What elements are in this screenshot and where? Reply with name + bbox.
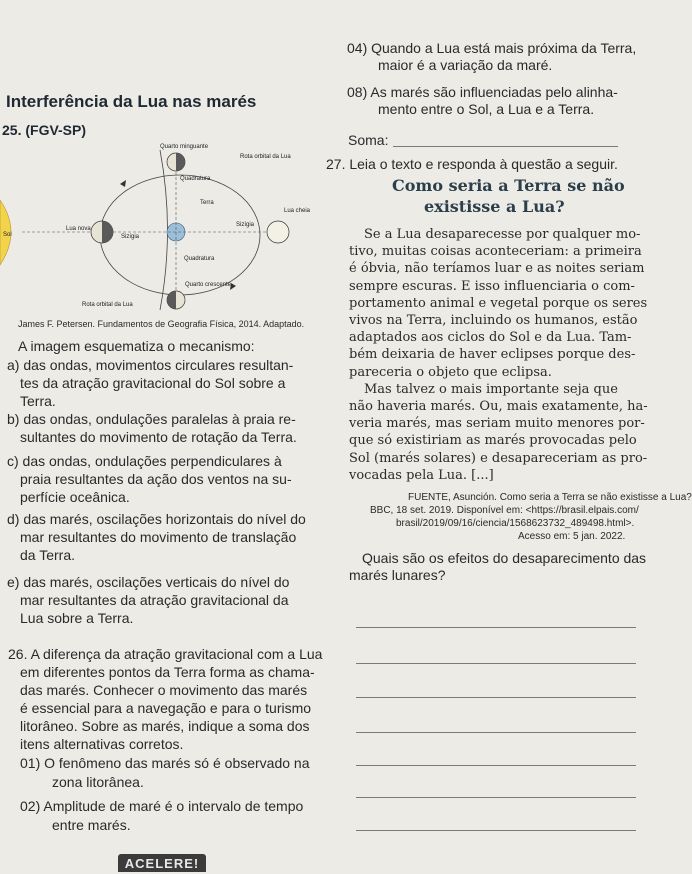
q27-text-line: vocadas pela Lua. [...]	[349, 467, 494, 483]
q25-stem: A imagem esquematiza o mecanismo:	[18, 338, 255, 354]
q25-option-d-l3: da Terra.	[20, 547, 75, 563]
diagram-credit: James F. Petersen. Fundamentos de Geografia Física, 2014. Adaptado.	[18, 319, 305, 329]
q25-option-d-l2: mar resultantes do movimento de translação	[20, 529, 297, 545]
label-sizigia-left: Sizígia	[121, 234, 140, 240]
q25-option-a-l2: tes da atração gravitacional do Sol sobre a	[20, 375, 286, 391]
label-lua-cheia: Lua cheia	[284, 208, 311, 214]
q27-source-l2: BBC, 18 set. 2019. Disponível em: <https://brasil.elpais.com/	[370, 505, 639, 516]
label-rota-orbital-top: Rota orbital da Lua	[240, 154, 291, 160]
q27-text-line: que só existiriam as marés provocadas pelo	[349, 433, 637, 449]
answer-line[interactable]	[356, 697, 636, 698]
q25-option-c-l3: perfície oceânica.	[20, 489, 130, 505]
soma-answer-line[interactable]	[393, 146, 618, 147]
q26-item02-l1[interactable]: 02) Amplitude de maré é o intervalo de tempo	[20, 798, 304, 814]
q25-option-b-l2: sultantes do movimento de rotação da Terra.	[20, 429, 297, 445]
item-04-line2: maior é a variação da maré.	[378, 57, 553, 73]
acelere-tab: ACELERE!	[118, 854, 206, 872]
q25-option-b-l1[interactable]: b) das ondas, ondulações paralelas à praia re-	[7, 411, 296, 427]
q27-intro: 27. Leia o texto e responda à questão a seguir.	[326, 156, 618, 172]
label-quarto-crescente: Quarto crescente	[185, 282, 232, 288]
moon-phases-diagram	[0, 140, 330, 315]
item-04-line1: 04) Quando a Lua está mais próxima da Terra,	[347, 40, 637, 56]
q27-text-line: não haveria marés. Ou, mais exatamente, ha-	[349, 399, 648, 414]
answer-line[interactable]	[356, 732, 636, 733]
q27-text-line: veria marés, mas seriam muito menores por-	[349, 416, 645, 432]
q27-text-line: Mas talvez o mais importante seja que	[364, 381, 618, 397]
q25-option-e-l1[interactable]: e) das marés, oscilações verticais do nível do	[7, 574, 290, 590]
q27-text-line: Sol (marés solares) e desapareceriam as pro-	[349, 450, 648, 466]
item-08-line2: mento entre o Sol, a Lua e a Terra.	[378, 101, 595, 117]
q27-question-l1: Quais são os efeitos do desaparecimento das	[362, 550, 647, 566]
label-terra: Terra	[200, 200, 214, 206]
label-rota-orbital-bottom: Rota orbital da Lua	[82, 302, 133, 308]
label-sizigia-right: Sizígia	[236, 222, 255, 228]
q25-option-c-l2: praia resultantes da ação dos ventos na su-	[20, 471, 292, 487]
answer-line[interactable]	[356, 663, 636, 664]
q26-line3: das marés. Conhecer o movimento das marés	[20, 682, 308, 698]
q27-text-line: Se a Lua desaparecesse por qualquer mo-	[364, 227, 641, 242]
q27-text-line: vivos na Terra, incluindo os humanos, estão	[349, 313, 638, 328]
q27-text-line: é óbvia, não teríamos luar e as noites seriam	[349, 261, 645, 277]
answer-line[interactable]	[356, 765, 636, 766]
q26-line4: é essencial para a navegação e para o turismo	[20, 700, 312, 716]
q26-item01-l1[interactable]: 01) O fenômeno das marés só é observado na	[20, 755, 310, 771]
label-quarto-minguante: Quarto minguante	[160, 144, 209, 150]
q27-text-line: sempre escuras. E isso influenciaria o com-	[349, 278, 635, 294]
label-sol: Sol	[3, 232, 12, 238]
q27-source-l4: Acesso em: 5 jan. 2022.	[518, 531, 626, 542]
label-quadratura-top: Quadratura	[180, 176, 211, 182]
q26-line1: 26. A diferença da atração gravitacional com a Lua	[8, 646, 323, 662]
q25-option-a-l1[interactable]: a) das ondas, movimentos circulares resultan-	[7, 357, 294, 373]
q27-question-l2: marés lunares?	[349, 567, 446, 583]
q27-text-line: pareceria o objeto que eclipsa.	[349, 364, 552, 380]
section-title: Interferência da Lua nas marés	[6, 92, 257, 111]
q27-text-line: bém deixaria de haver eclipses porque des-	[349, 347, 636, 363]
q25-header: 25. (FGV-SP)	[2, 122, 87, 138]
q26-line6: itens alternativas corretos.	[20, 736, 184, 752]
q27-source-l1: FUENTE, Asunción. Como seria a Terra se não existisse a Lua?	[408, 492, 692, 503]
q27-text-line: adaptados aos ciclos do Sol e da Lua. Tam-	[349, 330, 632, 346]
answer-line[interactable]	[356, 830, 636, 831]
label-lua-nova: Lua nova	[66, 226, 91, 232]
q27-source-l3: brasil/2019/09/16/ciencia/1568623732_489498.html>.	[396, 518, 635, 529]
q26-item01-l2: zona litorânea.	[52, 774, 144, 790]
label-quadratura-bottom: Quadratura	[184, 256, 215, 262]
answer-line[interactable]	[356, 627, 636, 628]
q27-title-line2: existisse a Lua?	[424, 197, 565, 216]
q25-option-c-l1[interactable]: c) das ondas, ondulações perpendiculares à	[7, 453, 282, 469]
q25-option-e-l3: Lua sobre a Terra.	[20, 610, 134, 626]
item-08-line1: 08) As marés são influenciadas pelo alinha-	[347, 84, 618, 100]
orbit-arrow-icon	[120, 180, 126, 187]
q25-option-d-l1[interactable]: d) das marés, oscilações horizontais do nível do	[7, 511, 306, 527]
q26-item02-l2: entre marés.	[52, 817, 131, 833]
q26-line5: litorâneo. Sobre as marés, indique a soma dos	[20, 718, 310, 734]
q25-option-e-l2: mar resultantes da atração gravitacional da	[20, 592, 289, 608]
q25-option-a-l3: Terra.	[20, 393, 56, 409]
soma-label: Soma:	[348, 132, 389, 148]
q27-text-line: tivo, muitas coisas aconteceriam: a primeira	[349, 244, 642, 260]
answer-line[interactable]	[356, 797, 636, 798]
q27-text-line: portamento animal e vegetal porque os seres	[349, 295, 648, 311]
earth-orbit-arc	[160, 150, 168, 310]
moon-full	[267, 221, 289, 243]
q26-line2: em diferentes pontos da Terra forma as chama-	[20, 664, 315, 680]
q27-title-line1: Como seria a Terra se não	[392, 176, 625, 195]
